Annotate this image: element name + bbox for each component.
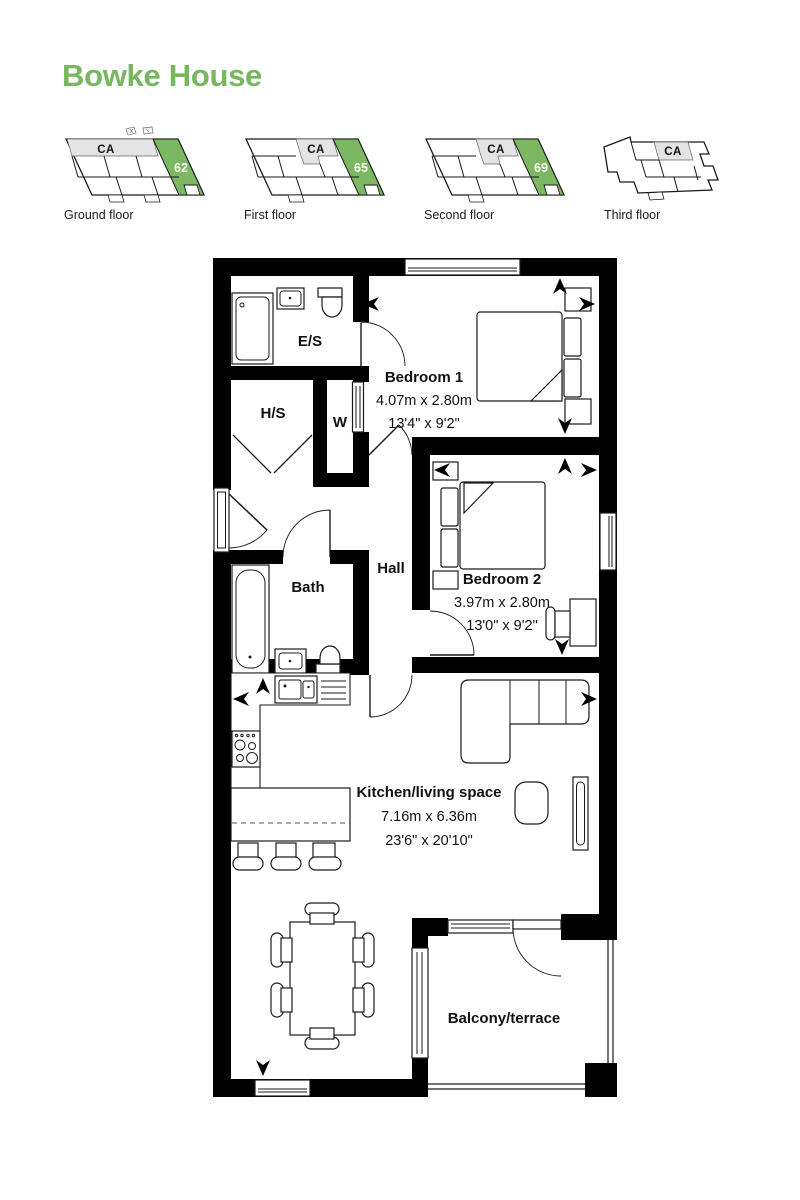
main-floorplan (213, 258, 617, 1098)
dining-table (290, 922, 355, 1035)
building-footprint (604, 137, 718, 200)
unit-number: 62 (174, 161, 188, 175)
coffee-table (515, 782, 548, 824)
block-label: CA (487, 144, 505, 156)
bath-label: Bath (291, 579, 325, 596)
ensuite-door (361, 322, 405, 366)
bath-toilet (316, 646, 340, 673)
kitchen-door (370, 675, 412, 717)
bedroom1-metric: 4.07m x 2.80m (376, 393, 472, 409)
block-label: CA (97, 144, 115, 156)
hob (232, 731, 260, 767)
building-footprint (426, 139, 564, 202)
unit-number: 69 (534, 161, 548, 175)
bedroom2-label: Bedroom 2 (462, 571, 542, 588)
floor-thumbnail-third (596, 125, 772, 222)
balcony-glazing (412, 920, 613, 1089)
unit-number: 65 (354, 161, 368, 175)
block-label: CA (664, 146, 682, 158)
bar-stools (233, 843, 341, 870)
floor-thumbnail-ground (56, 125, 232, 222)
kitchen-imperial: 23'6" x 20'10" (385, 833, 473, 849)
window-bedroom1 (405, 259, 520, 275)
block-label: CA (307, 144, 325, 156)
entrance-door (214, 488, 267, 552)
building-footprint (246, 139, 384, 202)
floor-label: Ground floor (64, 208, 134, 222)
cupboard-label: H/S (260, 405, 286, 422)
building-footprint (66, 139, 204, 202)
bedroom1-label: Bedroom 1 (384, 369, 464, 386)
cupboard-doors (233, 435, 312, 473)
wardrobe-sliding-door (353, 382, 364, 432)
bathtub (232, 565, 269, 673)
floor-thumbnail-second (416, 125, 592, 222)
wardrobe-label: W (332, 414, 348, 431)
hall-label: Hall (377, 560, 405, 577)
bed-2 (441, 482, 545, 569)
ensuite-label: E/S (297, 333, 323, 350)
floor-label: Second floor (424, 208, 495, 222)
ensuite-sink (277, 288, 304, 309)
kitchen-island (231, 788, 350, 841)
shower (232, 293, 273, 364)
floor-label: Third floor (604, 208, 661, 222)
bath-sink (275, 649, 306, 673)
floor-label: First floor (244, 208, 297, 222)
balcony-door (513, 920, 561, 976)
bedside-table-2b (433, 571, 458, 589)
bedroom1-imperial: 13'4" x 9'2" (388, 416, 460, 432)
bed-1 (477, 312, 581, 401)
tv-unit (573, 777, 588, 850)
bedroom2-imperial: 13'0" x 9'2" (466, 618, 538, 634)
bath-door (283, 510, 330, 557)
kitchen-metric: 7.16m x 6.36m (381, 809, 477, 825)
sofa (461, 680, 589, 763)
level-marker-icons (126, 127, 153, 135)
page-title: Bowke House (62, 58, 262, 93)
ensuite-toilet (318, 288, 342, 317)
floor-thumbnail-first (236, 125, 412, 222)
balcony-label: Balcony/terrace (447, 1010, 561, 1027)
bedroom2-metric: 3.97m x 2.80m (454, 595, 550, 611)
desk (546, 599, 596, 646)
bedside-table-1a (565, 288, 591, 311)
kitchen-label: Kitchen/living space (356, 784, 502, 801)
window-bedroom2 (600, 513, 616, 570)
window-kitchen (255, 1080, 310, 1096)
